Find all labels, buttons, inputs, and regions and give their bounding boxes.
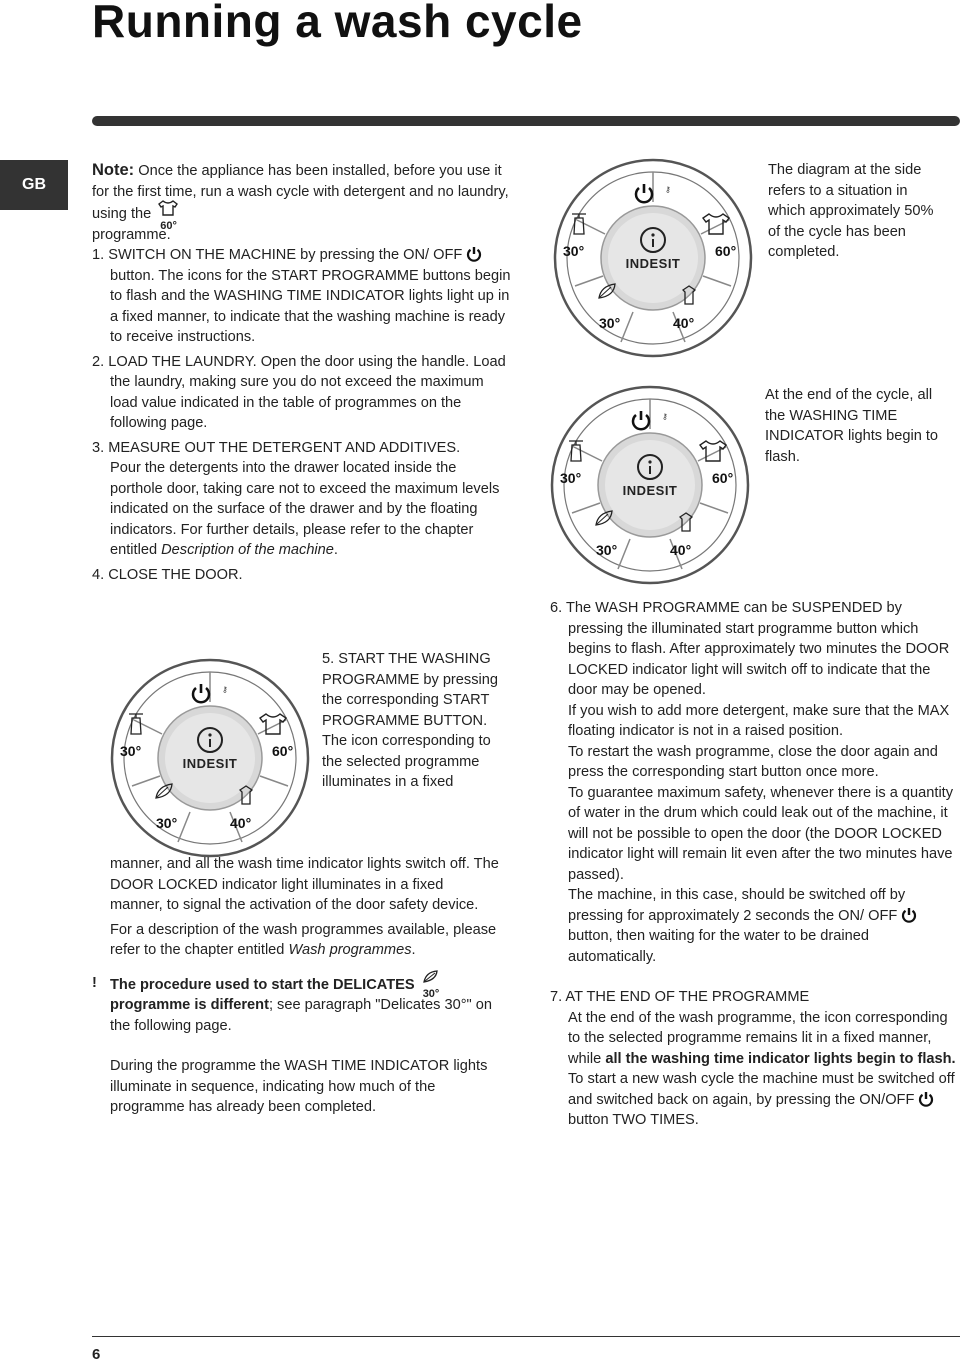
temp-30-label: 30° (563, 243, 585, 259)
temp-30-label: 30° (560, 470, 582, 486)
temp-30-delicates-label: 30° (596, 542, 618, 558)
step-3: 3. MEASURE OUT THE DETERGENT AND ADDITIVES. (92, 439, 461, 456)
svg-text:⚷: ⚷ (665, 185, 671, 194)
panel-brand-label: INDESIT (625, 256, 681, 271)
step-6-p5-b: button, then waiting for the water to be drained automatically. (568, 928, 869, 965)
step-5-rest: manner, and all the wash time indicator lights switch off. The DOOR LOCKED indicator light illuminates in a fixed manner, to signal the activation of the door safety device. (110, 856, 499, 913)
page-number: 6 (92, 1346, 101, 1363)
step-6-p4: To guarantee maximum safety, whenever there is a quantity of water in the drum which could leak out of the machine, it will not be possible to open the door (the DOOR LOCKED indicator light will remain lit even after the two minutes have passed). (568, 784, 954, 883)
step-6-p3: To restart the wash programme, close the door again and press the corresponding start button once more. (568, 743, 938, 780)
warning-bold-2: programme is different (110, 997, 269, 1013)
warning-rest: ; see paragraph "Delicates 30°" on the following page. (110, 997, 493, 1034)
delicates-30-temp: 30° (422, 987, 440, 1000)
step-5-side (322, 649, 502, 793)
step-4: 4. CLOSE THE DOOR. (92, 566, 243, 583)
caption-end (765, 385, 955, 467)
step-7-c-text: button TWO TIMES. (568, 1112, 699, 1128)
programmes-paragraph (110, 920, 500, 961)
note-end: programme. (92, 226, 171, 243)
step-7: 7. AT THE END OF THE PROGRAMME (550, 989, 810, 1005)
power-icon (918, 1091, 934, 1107)
warning-bold-1: The procedure used to start the DELICATES (110, 976, 415, 993)
shirt-60-icon (155, 202, 181, 232)
page-title: Running a wash cycle (92, 0, 583, 47)
control-panel-diagram-start (110, 658, 310, 858)
note-label: Note: (92, 161, 135, 179)
language-tab: GB (0, 160, 68, 210)
step-3-text: Pour the detergents into the drawer located inside the porthole door, taking care not to exceed the maximum levels indicated on the surface of the drawer and by the floating indicators. For further details, please refer to the chapter entitled (110, 460, 500, 558)
caption-50-text: The diagram at the side refers to a situation in which approximately 50% of the cycle has been completed. (768, 162, 934, 260)
title-rule (92, 116, 960, 126)
programmes-ref: Wash programmes (288, 942, 412, 958)
control-panel-diagram-50 (553, 158, 753, 358)
control-panel-diagram-end (550, 385, 750, 585)
step-6-p5-a: The machine, in this case, should be switched off by pressing for approximately 2 seconds the ON/ OFF (568, 887, 906, 924)
warning-mark: ! (92, 974, 97, 991)
step-2: 2. LOAD THE LAUNDRY. Open the door using the handle. Load the laundry, making sure you do not exceed the maximum load value indicated in the table of programmes on the following page. (92, 353, 506, 431)
power-icon (901, 907, 917, 923)
step-1-b: button. The icons for the START PROGRAMME buttons begin to flash and the WASHING TIME INDICATOR lights light up in a fixed manner, to indicate that the washing machine is ready to receive instructions. (110, 267, 511, 345)
temp-60-label: 60° (272, 743, 294, 759)
step-1 (92, 245, 512, 348)
note-paragraph (92, 160, 512, 245)
control-panel-svg (550, 385, 750, 585)
temp-30-delicates-label: 30° (156, 815, 178, 831)
temp-60-label: 60° (712, 470, 734, 486)
control-panel-svg (553, 158, 753, 358)
control-panel-svg (110, 658, 310, 858)
step-3-body (92, 458, 512, 561)
step-7-b (550, 1069, 960, 1131)
programmes-end: . (411, 942, 416, 958)
step-7-bold: all the washing time indicator lights begin to flash. (605, 1050, 956, 1067)
caption-end-text: At the end of the cycle, all the WASHING TIME INDICATOR lights begin to flash. (765, 387, 939, 465)
svg-text:⚷: ⚷ (222, 685, 228, 694)
left-column-top (92, 160, 512, 585)
temp-40-label: 40° (670, 542, 692, 558)
footer-rule (92, 1336, 960, 1337)
step-7-a-text: At the end of the wash programme, the icon corresponding to the selected programme remains lit in a fixed manner, while (568, 1009, 948, 1067)
right-column-text (550, 598, 960, 1131)
step-7-b-text: To start a new wash cycle the machine must be switched off and switched back on again, by pressing the ON/OFF (568, 1071, 955, 1108)
step-6-p2: If you wish to add more detergent, make sure that the MAX floating indicator is not in a raised position. (568, 702, 950, 739)
step-6-p5 (550, 885, 960, 967)
panel-brand-label: INDESIT (182, 756, 238, 771)
programmes-text: For a description of the wash programmes available, please refer to the chapter entitled (110, 921, 497, 958)
during-paragraph: During the programme the WASH TIME INDICATOR lights illuminate in sequence, indicating how much of the programme has already been completed. (110, 1058, 488, 1115)
step-7-a (550, 1008, 960, 1070)
temp-40-label: 40° (673, 315, 695, 331)
step-3-end: . (333, 542, 338, 558)
shirt-60-temp: 60° (160, 220, 177, 232)
temp-30-delicates-label: 30° (599, 315, 621, 331)
step-6: 6. The WASH PROGRAMME can be SUSPENDED by pressing the illuminated start programme button which begins to flash. After approximately two minutes the DOOR LOCKED indicator light will switch off to indicate that the door may be opened. (550, 600, 950, 698)
power-icon (466, 246, 482, 262)
note-text: Once the appliance has been installed, before you use it for the first time, run a wash cycle with detergent and no laundry, using the (92, 163, 509, 222)
step-3-ref: Description of the machine (161, 542, 334, 558)
delicates-30-icon (419, 973, 443, 1000)
step-1-a: 1. SWITCH ON THE MACHINE by pressing the ON/ OFF (92, 247, 463, 263)
temp-60-label: 60° (715, 243, 737, 259)
warning-paragraph (92, 973, 500, 1037)
step-5-text: 5. START THE WASHING PROGRAMME by pressing the corresponding START PROGRAMME BUTTON. The icon corresponding to the selected programme illuminates in a fixed (322, 651, 498, 790)
temp-40-label: 40° (230, 815, 252, 831)
svg-text:⚷: ⚷ (662, 412, 668, 421)
caption-50 (768, 160, 948, 263)
temp-30-label: 30° (120, 743, 142, 759)
panel-brand-label: INDESIT (622, 483, 678, 498)
left-column-bottom (92, 854, 500, 1118)
